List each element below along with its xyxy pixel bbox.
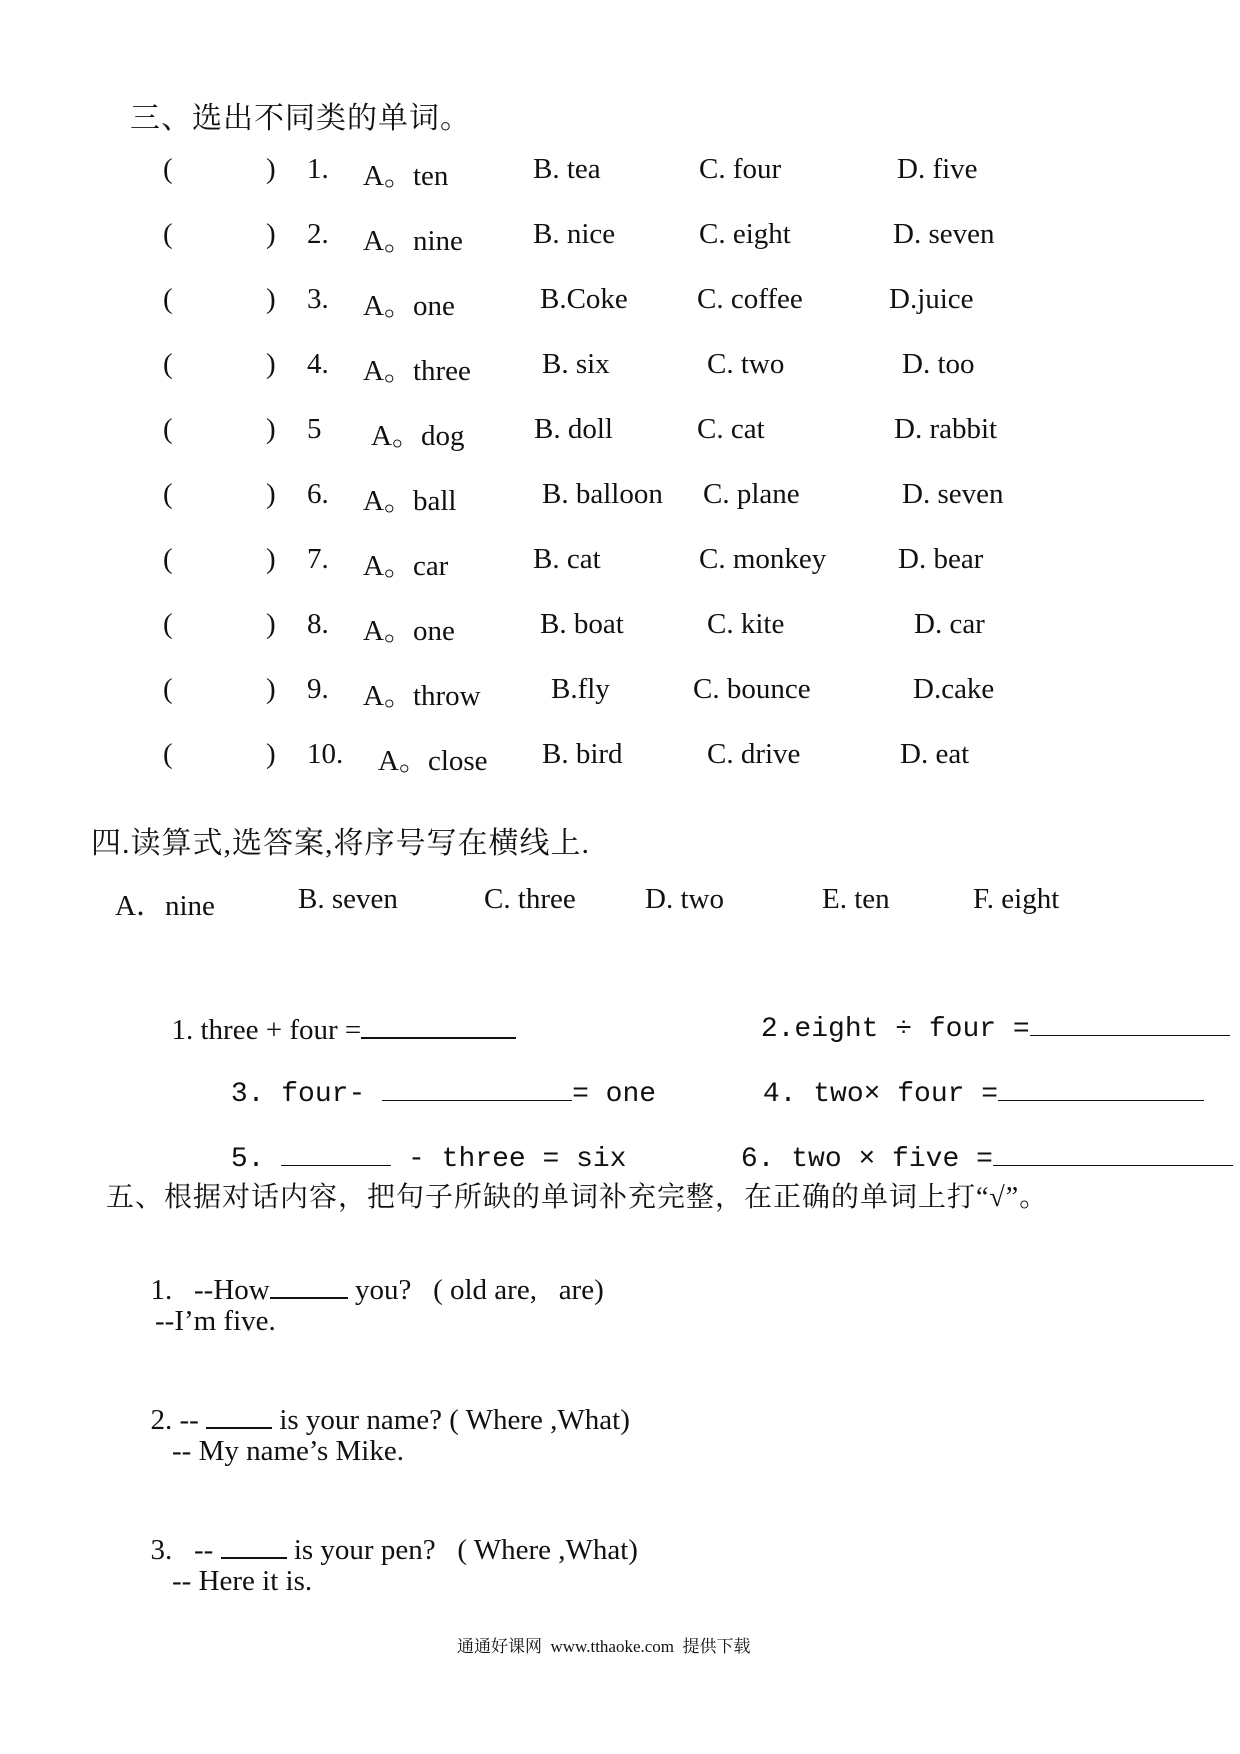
option-d: D. too	[902, 348, 975, 380]
option-a: A。car	[363, 550, 449, 582]
option-a: A。dog	[371, 420, 465, 452]
question-text: 3. --	[150, 1534, 221, 1566]
answer-paren-open: (	[163, 218, 173, 250]
answer-option: C. three	[484, 883, 576, 915]
answer-paren-close: )	[266, 413, 276, 445]
option-b: B. six	[542, 348, 610, 380]
option-c: C. drive	[707, 738, 801, 770]
equation-text: 3. four-	[230, 1079, 383, 1110]
answer-paren-open: (	[163, 543, 173, 575]
answer-option: F. eight	[973, 883, 1060, 915]
item-number: 4.	[307, 348, 329, 380]
option-b: B. balloon	[542, 478, 663, 510]
answer-blank[interactable]	[361, 1013, 516, 1039]
answer-option: D. two	[645, 883, 724, 915]
option-c: C. coffee	[697, 283, 803, 315]
option-c: C. plane	[703, 478, 800, 510]
answer-paren-open: (	[163, 738, 173, 770]
answer-blank[interactable]	[221, 1533, 287, 1559]
equation-text: 2.eight ÷ four =	[760, 1014, 1030, 1045]
option-d: D. five	[897, 153, 978, 185]
item-number: 7.	[307, 543, 329, 575]
item-number: 9.	[307, 673, 329, 705]
dialogue-answer: -- Here it is.	[172, 1565, 313, 1597]
question-text: is your name? ( Where ,What)	[272, 1404, 630, 1436]
dialogue-answer: --I’m five.	[155, 1305, 276, 1337]
equation-text: 5.	[230, 1144, 282, 1175]
item-number: 3.	[307, 283, 329, 315]
option-a: A。one	[363, 290, 455, 322]
answer-paren-open: (	[163, 348, 173, 380]
answer-blank[interactable]	[281, 1141, 391, 1166]
answer-paren-close: )	[266, 218, 276, 250]
option-d: D. eat	[900, 738, 970, 770]
option-a: A。close	[378, 745, 488, 777]
equation-text: 1. three + four =	[171, 1014, 362, 1046]
answer-blank[interactable]	[1030, 1011, 1230, 1036]
section3-heading: 三、选出不同类的单词。	[130, 102, 471, 135]
equation-result: - three = six	[391, 1144, 627, 1175]
option-b: B.fly	[551, 673, 610, 705]
option-c: C. cat	[697, 413, 765, 445]
option-d: D.cake	[913, 673, 995, 705]
item-number: 10.	[307, 738, 344, 770]
option-b: B. bird	[542, 738, 623, 770]
answer-paren-open: (	[163, 608, 173, 640]
option-c: C. eight	[699, 218, 791, 250]
answer-paren-close: )	[266, 738, 276, 770]
question-text: 2. --	[150, 1404, 207, 1436]
question-text: is your pen? ( Where ,What)	[286, 1534, 638, 1566]
equation-text: 6. two × five =	[740, 1144, 993, 1175]
item-number: 5	[307, 413, 322, 445]
option-c: C. bounce	[693, 673, 811, 705]
option-c: C. monkey	[699, 543, 827, 575]
section4-heading: 四.读算式,选答案,将序号写在横线上.	[91, 827, 590, 860]
option-d: D. seven	[902, 478, 1004, 510]
equation-text: 4. two× four =	[762, 1079, 999, 1110]
answer-paren-close: )	[266, 543, 276, 575]
answer-paren-open: (	[163, 153, 173, 185]
answer-blank[interactable]	[382, 1076, 572, 1101]
equation-result: = one	[572, 1079, 657, 1110]
answer-paren-close: )	[266, 283, 276, 315]
option-a: A。one	[363, 615, 455, 647]
option-a: A。three	[363, 355, 471, 387]
option-a: A。throw	[363, 680, 481, 712]
answer-paren-open: (	[163, 673, 173, 705]
section5-heading: 五、根据对话内容，把句子所缺的单词补充完整，在正确的单词上打“√”。	[106, 1182, 1049, 1213]
answer-blank[interactable]	[206, 1403, 272, 1429]
item-number: 6.	[307, 478, 329, 510]
answer-blank[interactable]	[998, 1076, 1204, 1101]
option-d: D. seven	[893, 218, 995, 250]
answer-paren-close: )	[266, 478, 276, 510]
option-d: D. bear	[898, 543, 984, 575]
item-number: 1.	[307, 153, 329, 185]
dialogue-answer: -- My name’s Mike.	[172, 1435, 404, 1467]
answer-option: B. seven	[298, 883, 398, 915]
question-text: you? ( old are, are)	[354, 1274, 604, 1306]
option-b: B. boat	[540, 608, 624, 640]
option-d: D. rabbit	[894, 413, 998, 445]
item-number: 2.	[307, 218, 329, 250]
answer-blank[interactable]	[270, 1273, 348, 1299]
option-b: B. tea	[533, 153, 601, 185]
option-a: A。nine	[363, 225, 463, 257]
option-b: B. doll	[534, 413, 613, 445]
option-d: D. car	[914, 608, 985, 640]
option-a: A。ten	[363, 160, 449, 192]
option-b: B. cat	[533, 543, 601, 575]
question-text: 1. --How	[150, 1274, 270, 1306]
item-number: 8.	[307, 608, 329, 640]
answer-paren-open: (	[163, 283, 173, 315]
option-a: A。ball	[363, 485, 457, 517]
answer-paren-close: )	[266, 608, 276, 640]
answer-paren-close: )	[266, 153, 276, 185]
option-c: C. four	[699, 153, 782, 185]
answer-paren-open: (	[163, 413, 173, 445]
answer-blank[interactable]	[993, 1141, 1233, 1166]
answer-option: E. ten	[822, 883, 890, 915]
option-c: C. kite	[707, 608, 785, 640]
option-b: B. nice	[533, 218, 616, 250]
option-d: D.juice	[889, 283, 974, 315]
answer-paren-close: )	[266, 673, 276, 705]
option-b: B.Coke	[540, 283, 628, 315]
answer-paren-close: )	[266, 348, 276, 380]
option-c: C. two	[707, 348, 785, 380]
answer-option: A．nine	[115, 890, 215, 922]
answer-paren-open: (	[163, 478, 173, 510]
page-footer: 通通好课网 www.tthaoke.com 提供下载	[457, 1637, 751, 1656]
